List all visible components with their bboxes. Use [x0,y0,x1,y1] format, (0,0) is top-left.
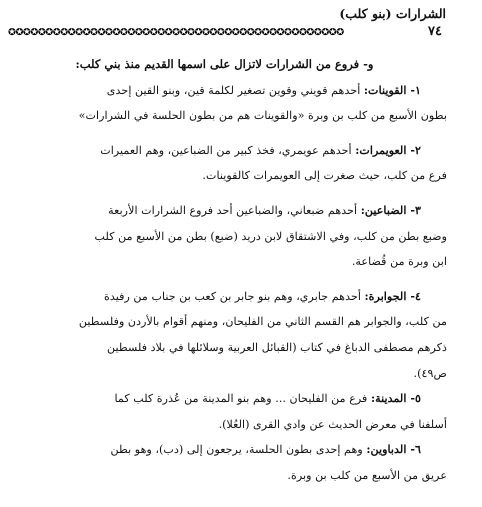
item-5-text: فرع من الفليحان ... وهم بنو المدينة من عُذرة كلب كما [114,392,368,406]
item-4-line-4: ص٤٩). [413,366,447,380]
item-3-line-2: وضبع بطن من كلب، وفي الاشتقاق لابن دريد (ضبع) بطن من الأسبع من كلب [94,229,447,243]
star-ornament-divider: ✪✪✪✪✪✪✪✪✪✪✪✪✪✪✪✪✪✪✪✪✪✪✪✪✪✪✪✪✪✪✪✪✪✪✪✪✪✪✪✪✪✪✪✪✪ [8,27,344,38]
item-6-line-2: عريق من الأسبع من كلب بن وبرة. [287,468,447,482]
item-4-line-2: من كلب، والجوابر هم القسم الثاني من الفليحان، ومنهم أقوام بالأردن وفلسطين [78,315,447,329]
item-4-text: أحدهم جابري، وهم بنو جابر بن كعب بن جناب من رفيدة [103,289,361,303]
page-number: ٧٤ [428,24,442,39]
item-1-text: أحدهم قويني وقوين تصغير لكلمة قين، وبنو القين إحدى [106,83,361,97]
item-3-title: ٣- الضباعين: [360,202,421,217]
item-1-title: ١- القوينات: [363,82,421,97]
item-2-text: أحدهم عويمري، فخذ كبير من الضباعين، وهم العميرات [100,143,352,157]
item-4-line-3: ذكرهم مصطفى الدباغ في كتاب (القبائل العربية وسلائلها في بلاد فلسطين [106,340,447,354]
running-title: الشرارات (بنو كلب) [339,6,446,21]
item-5-line-1 [30,386,447,412]
item-4-line-1 [30,284,447,310]
item-1-line-2: بطون الأسبع من كلب بن وبرة «والقوينات هم من بطون الحلسة في الشرارات» [78,109,447,123]
section-heading: و- فروع من الشرارات لاتزال على اسمها القديم منذ بني كلب: [75,57,374,71]
item-4-title: ٤- الجوابرة: [364,288,421,303]
item-5-line-2: أسلفنا في معرض الحديث عن وادي القرى (العُلا). [218,417,447,431]
item-6-line-1 [30,437,447,463]
item-6-title: ٦- الدباوين: [366,442,421,457]
paragraph-spacer [30,189,447,198]
item-3-line-1 [30,198,447,224]
item-1-line-1 [30,78,447,104]
item-6-text: وهم إحدى بطون الحلسة، يرجعون إلى (دب)، وهو بطن [110,443,363,457]
item-5-title: ٥- المدينة: [370,391,421,406]
paragraph-spacer [30,275,447,284]
page-body [30,52,447,489]
paragraph-spacer [30,129,447,138]
item-2-line-2: فرع من كلب، حيث صغرت إلى العويمرات كالقوينات. [202,169,447,183]
item-3-line-3: ابن وبرة من قُضاعة. [351,255,447,269]
item-2-title: ٢- العويمرات: [355,142,421,157]
item-2-line-1 [30,138,447,164]
page-header [36,6,446,26]
item-3-text: أحدهم ضبعاني، والضباعين أحد فروع الشرارات الأربعة [108,203,358,217]
